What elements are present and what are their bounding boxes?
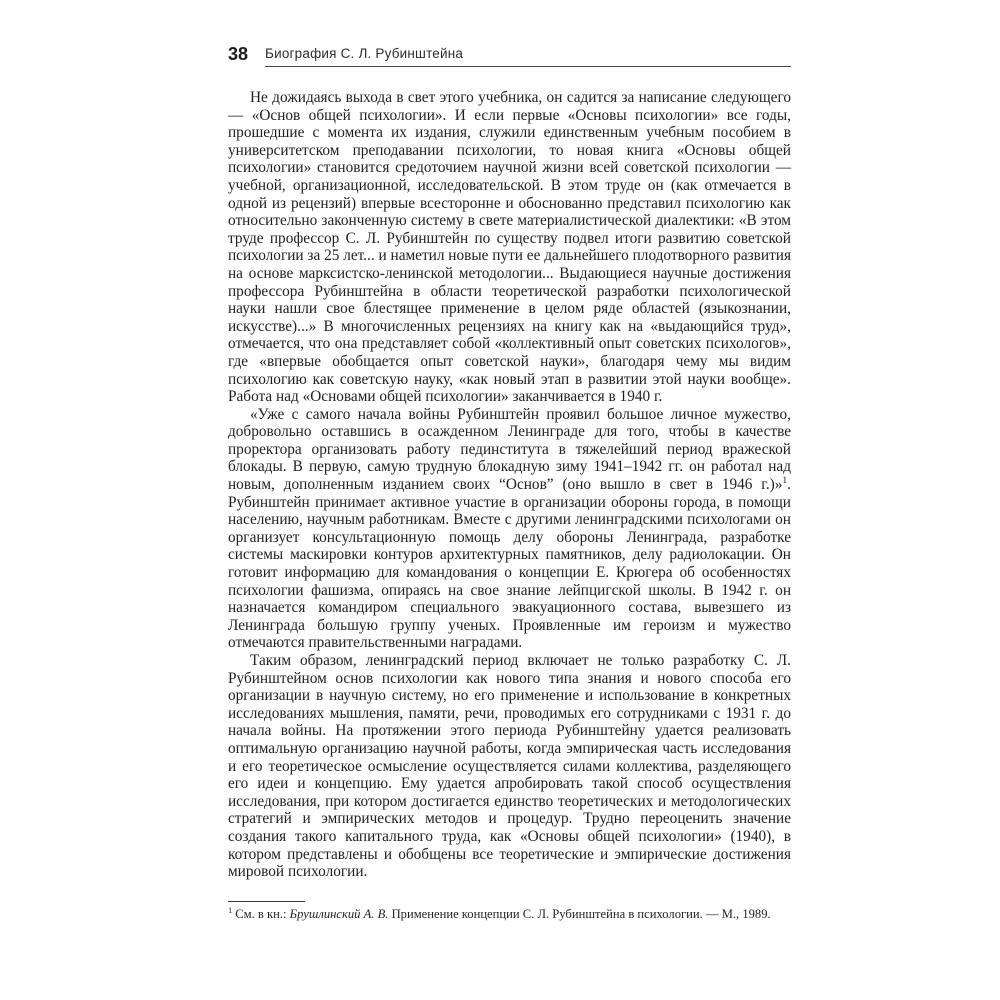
running-title: Биография С. Л. Рубинштейна [265, 45, 464, 61]
footnote-prefix: См. в кн.: [235, 907, 290, 921]
header-rule [265, 47, 791, 68]
footnote-rule [228, 901, 305, 902]
footnote-reference: 1 [782, 475, 788, 486]
body-text [228, 89, 791, 881]
paragraph-3: Таким образом, ленинградский период включает не только разработку С. Л. Рубинштейном основ психологии как нового типа знания и нового способа его организации в научную систему, но его применение и использование в конкретных исследованиях мышления, памяти, речи, проводимых его сотрудниками с 1931 г. до начала войны. На протяжении этого периода Рубинштейну удается реализовать оптимальную организацию научной работы, когда эмпирическая часть исследования и его теоретическое осмысление осуществляется силами коллектива, разделяющего его идеи и концепцию. Ему удается апробировать такой способ осуществления исследования, при котором достигается единство теоретических и методологических стратегий и эмпирических методов и процедур. Трудно переоценить значение создания такого капитального труда, как «Основы общей психологии» (1940), в котором представлены и обобщены все теоретические и эмпирические достижения мировой психологии. [228, 652, 791, 881]
paragraph-1: Не дожидаясь выхода в свет этого учебника, он садится за написание следующего — «Основ общей психологии». И если первые «Основы психологии» все годы, прошедшие с момента их издания, служили единственным учебным пособием в университетском преподавании психологии, то новая книга «Основы общей психологии» становится средоточием научной жизни всей советской психологии — учебной, организационной, исследовательской. В этом труде он (как отмечается в одной из рецензий) впервые всесторонне и обоснованно представил психологию как относительно законченную систему в свете материалистической диалектики: «В этом труде профессор С. Л. Рубинштейн по существу подвел итоги развитию советской психологии за 25 лет... и наметил новые пути ее дальнейшего плодотворного развития на основе марксистско-ленинской методологии... Выдающиеся научные достижения профессора Рубинштейна в области теоретической разработки психологической науки нашли свое блестящее применение в целом ряде областей (языкознании, искусстве)...» В многочисленных рецензиях на книгу как на «выдающийся труд», отмечается, что она представляет собой «коллективный опыт советских психологов», где «впервые обобщается опыт советской науки», благодаря чему мы видим психологию как советскую науку, «как новый этап в развитии этой науки вообще». Работа над «Основами общей психологии» заканчивается в 1940 г. [228, 89, 791, 406]
page-header [228, 45, 791, 67]
paragraph-2 [228, 406, 791, 652]
paragraph-2-text-after-ref: . Рубинштейн принимает активное участие в организации обороны города, в помощи населению, научным работникам. Вместе с другими ленинградскими психологами он организует консультационную помощь делу обороны Ленинграда, разработке системы маскировки контуров архитектурных памятников, делу радиолокации. Он готовит информацию для командования о концепции Е. Крюгера об особенностях психологии фашизма, опираясь на свое знание лейпцигской школы. В 1942 г. он назначается командиром специального эвакуационного состава, вывезшего из Ленинграда большую группу ученых. Проявленные им героизм и мужество отмечаются правительственными наградами. [228, 476, 791, 652]
paragraph-2-text-before-ref: «Уже с самого начала войны Рубинштейн проявил большое личное мужество, добровольно оставшись в осажденном Ленинграде для того, чтобы в качестве проректора организовать работу пединститута в тяжелейший период вражеской блокады. В первую, самую трудную блокадную зиму 1941–1942 гг. он работал над новым, дополненным изданием своих “Основ” (оно вышло в свет в 1946 г.)» [228, 405, 791, 494]
footnote-text [228, 904, 791, 922]
footnote-rest: Применение концепции С. Л. Рубинштейна в психологии. — М., 1989. [388, 907, 771, 921]
footnote-block [228, 901, 791, 922]
footnote-author: Брушлинский А. В. [289, 907, 389, 921]
footnote-marker: 1 [228, 904, 233, 915]
page-number: 38 [228, 44, 249, 64]
